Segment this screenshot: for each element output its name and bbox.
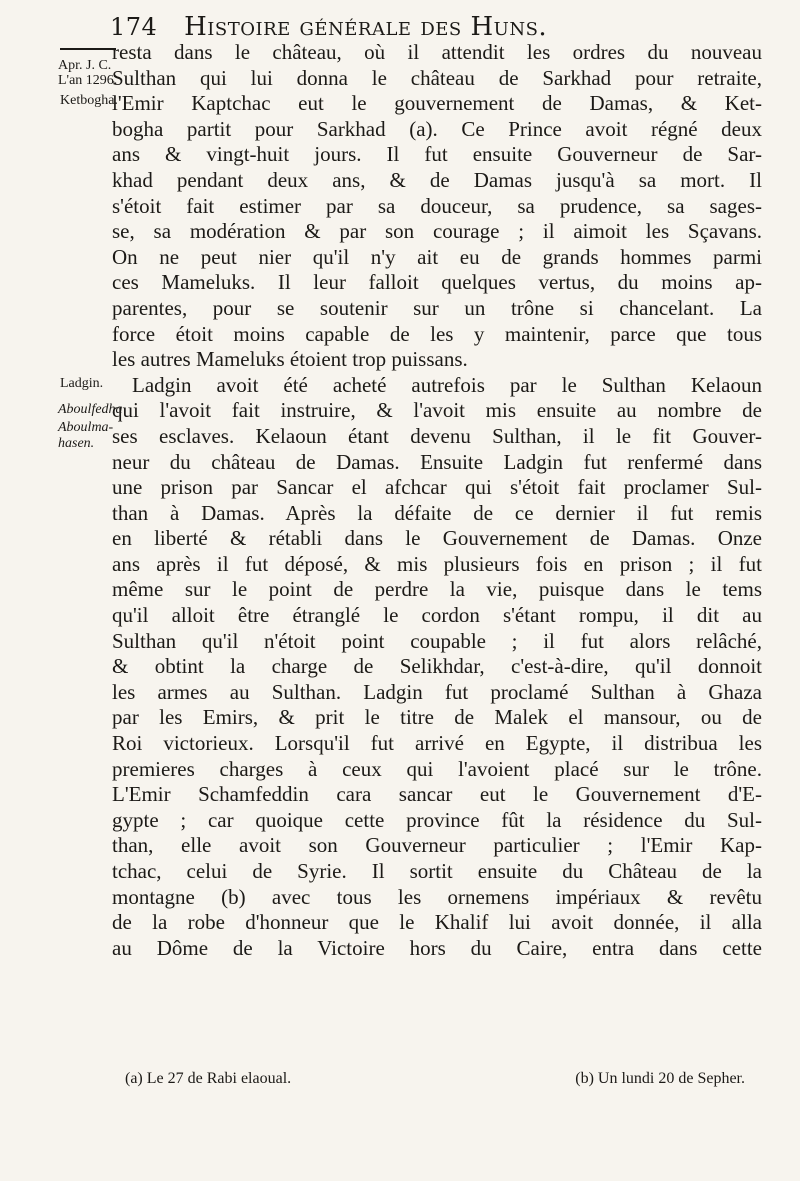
text-line: Ladgin avoit été acheté autrefois par le Sulthan Kelaoun [132,372,762,397]
body-text [112,40,762,961]
text-line: & obtint la charge de Selikhdar, c'est-à-dire, qu'il donnoit [112,654,762,679]
margin-rule [60,48,116,50]
text-line: ces Mameluks. Il leur falloit quelques vertus, du moins ap- [112,270,762,295]
text-line: force étoit moins capable de les y maintenir, parce que tous [112,321,762,346]
text-line: au Dôme de la Victoire hors du Caire, entra dans cette [112,935,762,960]
text-line: ans après il fut déposé, & mis plusieurs fois en prison ; il fut [112,551,762,576]
text-line: les autres Mameluks étoient trop puissans. [112,347,468,372]
footnote-a: (a) Le 27 de Rabi elaoual. [125,1070,292,1087]
text-line: than à Damas. Après la défaite de ce dernier il fut remis [112,500,762,525]
text-line: premieres charges à ceux qui l'avoient placé sur le trône. [112,756,762,781]
margin-note-ketbogha: Ketbogha. [60,93,118,108]
text-line: than, elle avoit son Gouverneur particulier ; l'Emir Kap- [112,833,762,858]
running-header [110,12,750,42]
text-line: On ne peut nier qu'il n'y ait eu de grands hommes parmi [112,244,762,269]
text-line: ses esclaves. Kelaoun étant devenu Sulthan, il le fit Gouver- [112,423,762,448]
text-line: parentes, pour se soutenir sur un trône si chancelant. La [112,295,762,320]
margin-note-apr-jc: Apr. J. C. [58,58,112,73]
text-line: s'étoit fait estimer par sa douceur, sa prudence, sa sages- [112,193,762,218]
text-line: resta dans le château, où il attendit les ordres du nouveau [112,40,762,64]
margin-note-year: L'an 1296. [58,73,118,88]
footnote-b: (b) Un lundi 20 de Sepher. [575,1070,745,1087]
text-line: se, sa modération & par son courage ; il aimoit les Sçavans. [112,219,762,244]
text-line: bogha partit pour Sarkhad (a). Ce Prince avoit régné deux [112,116,762,141]
text-line: les armes au Sulthan. Ladgin fut proclamé Sulthan à Ghaza [112,679,762,704]
text-line: qui l'avoit fait instruire, & l'avoit mis ensuite au nombre de [112,398,762,423]
text-line: qu'il alloit être étranglé le cordon s'étant rompu, il dit au [112,603,762,628]
margin-note-ladgin: Ladgin. [60,376,104,391]
margin-note-aboulfedha: Aboulfedha [58,402,123,417]
text-line: neur du château de Damas. Ensuite Ladgin fut renfermé dans [112,449,762,474]
text-line: de la robe d'honneur que le Khalif lui avoit donnée, il alla [112,910,762,935]
running-title: Histoire générale des Huns. [184,12,548,42]
text-line: Roi victorieux. Lorsqu'il fut arrivé en Egypte, il distribua les [112,731,762,756]
text-line: une prison par Sancar el afchcar qui s'étoit fait proclamer Sul- [112,475,762,500]
text-line: en liberté & rétabli dans le Gouvernement de Damas. Onze [112,526,762,551]
text-line: même sur le point de perdre la vie, puisque dans le tems [112,577,762,602]
text-line: khad pendant deux ans, & de Damas jusqu'à sa mort. Il [112,167,762,192]
text-line: montagne (b) avec tous les ornemens impériaux & revêtu [112,884,762,909]
text-line: tchac, celui de Syrie. Il sortit ensuite du Château de la [112,859,762,883]
text-line: ans & vingt-huit jours. Il fut ensuite Gouverneur de Sar- [112,142,762,167]
text-line: L'Emir Schamfeddin cara sancar eut le Gouvernement d'E- [112,782,762,807]
margin-note-aboulmahasen-1: Aboulma- [58,420,114,435]
text-line: gypte ; car quoique cette province fût la résidence du Sul- [112,807,762,832]
text-line: Sulthan qu'il n'étoit point coupable ; il fut alors relâché, [112,628,762,653]
text-line: l'Emir Kaptchac eut le gouvernement de Damas, & Ket- [112,91,762,116]
text-line: par les Emirs, & prit le titre de Malek el mansour, ou de [112,705,762,730]
margin-note-aboulmahasen-2: hasen. [58,436,95,451]
text-line: Sulthan qui lui donna le château de Sarkhad pour retraite, [112,65,762,90]
footnotes [125,1070,745,1088]
page-number: 174 [110,13,158,41]
